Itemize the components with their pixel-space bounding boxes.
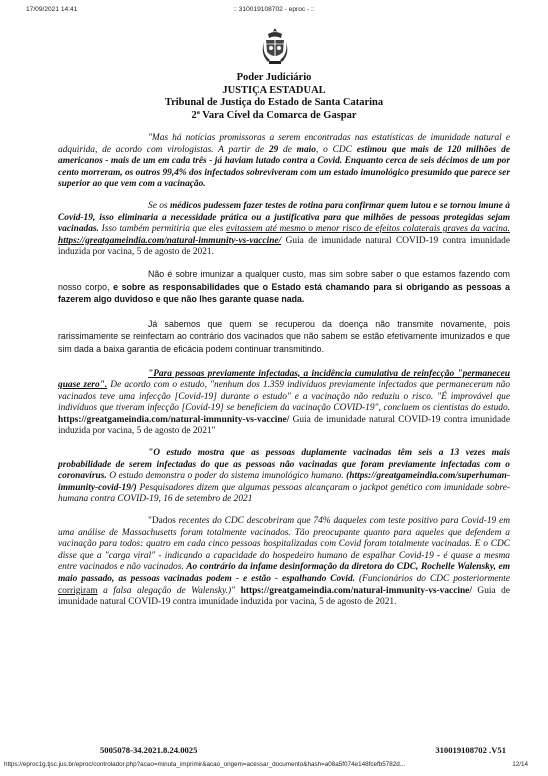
p6-text-a: "O estudo mostra que as pessoas duplamente vacinadas têm seis a 13 vezes mais probabilidade de serem infectadas do que as pessoas não vacinadas que foram previamente infectadas com o coronavírus. xyxy=(58,448,510,482)
p7-text-e: corrigiram xyxy=(58,585,98,596)
p2-text-d: evitassem até mesmo o menor risco de efeitos colaterais graves da vacina. xyxy=(226,224,510,235)
p1-text-f: estimou que mais de 120 milhões de americanos - mais de um em cada três - já haviam lutado contra a Covid. Enquanto cerca de seis décimos de um por cento morreram, os outros 99,4% dos infectados sobreviveram com um estado imunológico presumido que parece ser superior ao que vem com a vacinação. xyxy=(58,144,510,190)
header-line-4: 2ª Vara Cível da Comarca de Gaspar xyxy=(191,109,357,121)
p2-text-c: Isso também permitiria que eles xyxy=(98,224,227,235)
header-line-1: Poder Judiciário xyxy=(236,72,312,83)
document-body xyxy=(58,133,510,619)
p6-text-d: Pesquisadores dizem que algumas pessoas alcançaram o jackpot genético com imunidade sobre-humana contra COVID-19, 16 de setembro de 2021 xyxy=(58,482,510,505)
p4-text-a: Já sabemos que quem se recuperou da doença não transmite novamente, pois rarissimamente se reinfectam ao contrário dos vacinados que não sabem se estão efetivamente imunizados e que sim dada a baixa garantia de eficácia podem continuar transmitindo. xyxy=(58,318,510,354)
print-datetime: 17/09/2021 14:41 xyxy=(26,6,78,13)
p1-text-b: 29 xyxy=(268,144,279,155)
p1-text-a: "Mas há notícias promissoras a serem encontradas nas estatísticas de imunidade natural e adquirida, de acordo com virologistas. A partir de xyxy=(58,133,510,155)
p2-citation: Guia de imunidade natural COVID-19 contra imunidade induzida por vacina, 5 de agosto de 2021. xyxy=(58,235,510,258)
header-line-3: Tribunal de Justiça do Estado de Santa Catarina xyxy=(164,97,384,109)
print-url: https://eproc1g.tjsc.jus.br/eproc/controlador.php?acao=minuta_imprimir&acao_origem=acessar_documento&hash=a08a5f074e148fcefb5782d... xyxy=(4,761,405,768)
paragraph-2 xyxy=(58,201,510,259)
document-id: 310019108702 .V51 xyxy=(435,745,506,755)
p3-text-b: e sobre as responsabilidades que o Estado está chamando para si obrigando as pessoas a fazerem algo duvidoso e que não lhes garante quase nada. xyxy=(58,281,510,305)
paragraph-5 xyxy=(58,369,510,439)
p5-text-a: "Para pessoas previamente infectadas, a incidência cumulativa de reinfecção "permaneceu quase zero". xyxy=(58,368,510,391)
p5-link[interactable]: https://greatgameindia.com/natural-immunity-vs-vaccine/ xyxy=(58,414,290,425)
p7-text-f: a falsa alegação de Walensky.)" xyxy=(97,585,236,596)
p1-text-e: , o CDC xyxy=(315,144,357,155)
p7-text-c: Ao contrário da infame desinformação da diretora do CDC, Rochelle Walensky, em maio passado, as pessoas vacinadas podem - e estão - espalhando Covid. xyxy=(58,562,510,584)
p7-citation: Guia de imunidade natural COVID-19 contra imunidade induzida por vacina, 5 de agosto de 2021. xyxy=(58,585,510,608)
paragraph-3 xyxy=(58,269,510,307)
p1-text-d: maio xyxy=(296,144,316,155)
p7-text-a: "Dados xyxy=(148,516,176,527)
page-number: 12/14 xyxy=(512,761,528,768)
p2-text-b: médicos pudessem fazer testes de rotina para confirmar quem lutou e se tornou imune à Covid-19, isso eliminaria a necessidade prática ou a justificativa para que milhões de pessoas protegidas sejam vacinadas. xyxy=(58,200,510,235)
p7-text-b: recentes do CDC descobriram que 74% daqueles com teste positivo para Covid-19 em uma análise de Massachusetts foram totalmente vacinados. Tão preocupante quanto para aqueles que defendem a vacinação para todos: quatro em cada cinco pessoas hospitalizadas com Covid foram totalmente vacinadas. E o CDC disse que a "carga viral" - indicando a capacidade do hospedeiro humano de espalhar Covid-19 - é quase a mesma entre vacinados e não vacinados. xyxy=(58,516,510,573)
print-title: :: 310019108702 - eproc - :: xyxy=(233,6,315,13)
p3-text-a: Não é sobre imunizar a qualquer custo, mas sim sobre saber o que estamos fazendo com nosso corpo, xyxy=(58,268,510,292)
p6-link[interactable]: (https://greatgameindia.com/superhuman-immunity-covid-19/) xyxy=(58,471,510,493)
p7-link[interactable]: https://greatgameindia.com/natural-immunity-vs-vaccine/ xyxy=(235,585,472,596)
page-footer xyxy=(0,745,548,775)
p2-text-a: Se os xyxy=(148,200,170,211)
p5-citation: Guia de imunidade natural COVID-19 contra imunidade induzida por vacina, 5 de agosto de 2021" xyxy=(58,414,510,437)
p5-text-b: De acordo com o estudo, "nenhum dos 1.359 indivíduos previamente infectados que permaneceram não vacinados teve uma infecção [Covid-19] durante o estudo" e a vacinação não reduziu o risco. "É improvável que indivíduos que tiveram infecção [Covid-19] se beneficiem da vacinação COVID-19", concluem os cientistas do estudo. xyxy=(58,380,511,414)
institution-header xyxy=(0,72,548,122)
process-number: 5005078-34.2021.8.24.0025 xyxy=(100,745,198,755)
print-header xyxy=(0,6,548,18)
paragraph-6 xyxy=(58,448,510,506)
p1-text-c: de xyxy=(278,144,297,155)
paragraph-7 xyxy=(58,516,510,609)
header-line-2: JUSTIÇA ESTADUAL xyxy=(222,84,326,96)
p2-link[interactable]: https://greatgameindia.com/natural-immunity-vs-vaccine/ xyxy=(58,235,282,246)
paragraph-4 xyxy=(58,319,510,357)
court-crest-icon xyxy=(262,26,288,68)
p6-text-b: O estudo demonstra o poder do sistema imunológico humano. xyxy=(106,471,347,482)
p7-text-d: (Funcionários do CDC posteriormente xyxy=(354,574,510,584)
paragraph-1 xyxy=(58,133,510,191)
